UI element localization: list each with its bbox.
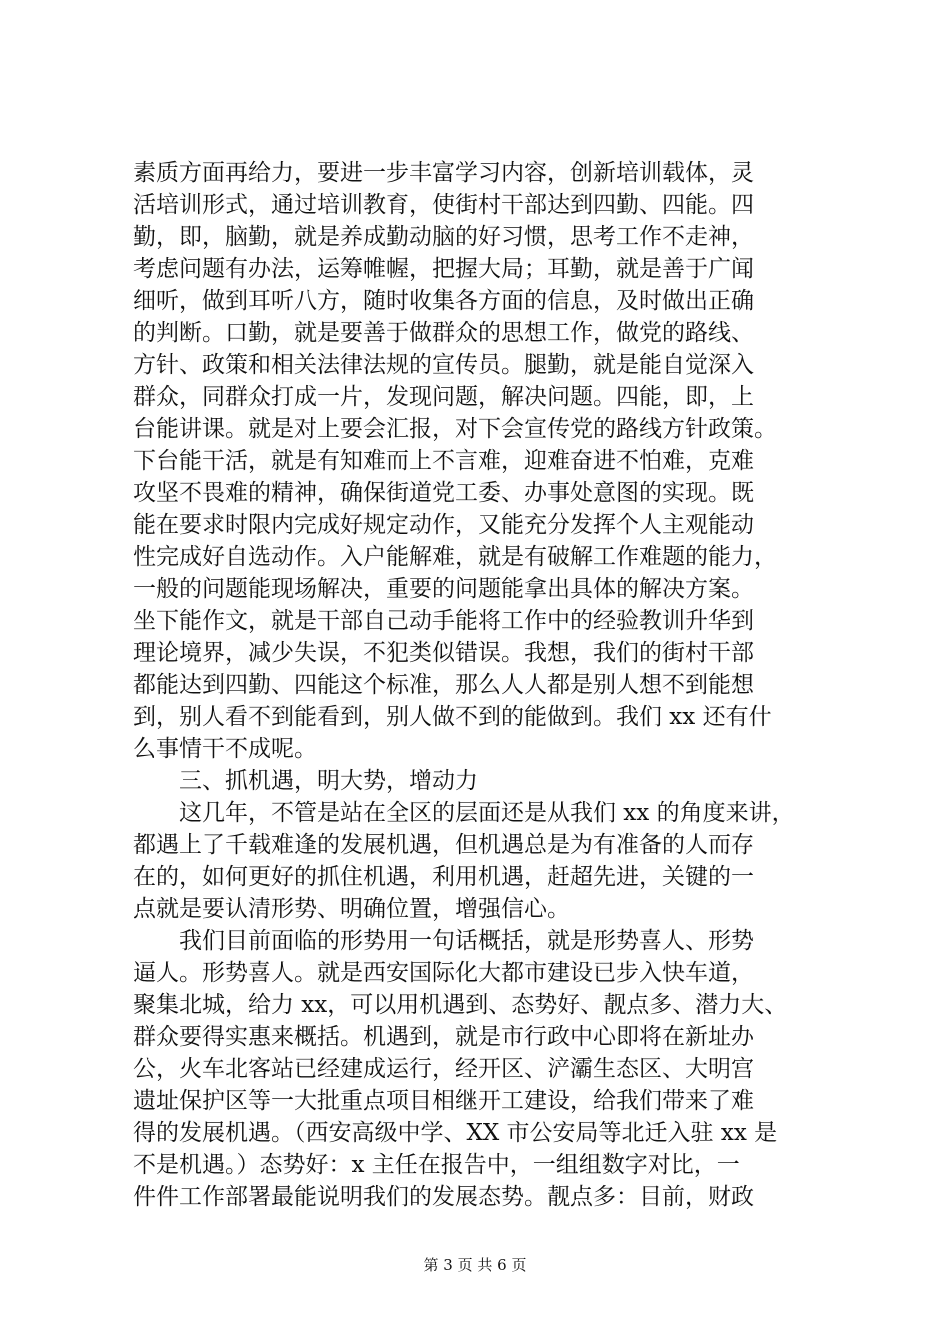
text-line: 在的，如何更好的抓住机遇，利用机遇，赶超先进，关键的一 (133, 864, 754, 890)
text-line: 台能讲课。就是对上要会汇报，对下会宣传党的路线方针政策。 (133, 416, 777, 442)
text-line: 都遇上了千载难逢的发展机遇，但机遇总是为有准备的人而存 (133, 832, 754, 858)
text-line: 我们目前面临的形势用一句话概括，就是形势喜人、形势 (179, 928, 754, 954)
text-line: 方针、政策和相关法律法规的宣传员。腿勤，就是能自觉深入 (133, 352, 754, 378)
text-line: 素质方面再给力，要进一步丰富学习内容，创新培训载体，灵 (133, 160, 754, 186)
page-footer: 第 3 页 共 6 页 (423, 1256, 527, 1274)
text-line: 坐下能作文，就是干部自己动手能将工作中的经验教训升华到 (133, 608, 754, 634)
text-line: 群众要得实惠来概括。机遇到，就是市行政中心即将在新址办 (133, 1024, 754, 1050)
text-line: 一般的问题能现场解决，重要的问题能拿出具体的解决方案。 (133, 576, 754, 602)
text-line: 这几年，不管是站在全区的层面还是从我们 xx 的角度来讲， (179, 800, 795, 826)
text-line: 群众，同群众打成一片，发现问题，解决问题。四能，即，上 (133, 384, 754, 410)
text-line: 细听，做到耳听八方，随时收集各方面的信息，及时做出正确 (133, 288, 754, 314)
text-line: 攻坚不畏难的精神，确保街道党工委、办事处意图的实现。既 (133, 480, 754, 506)
text-line: 公，火车北客站已经建成运行，经开区、浐灞生态区、大明宫 (133, 1056, 754, 1082)
text-line: 点就是要认清形势、明确位置，增强信心。 (133, 896, 570, 922)
body-text (133, 157, 853, 1213)
text-line: 得的发展机遇。（西安高级中学、XX 市公安局等北迁入驻 xx 是 (133, 1120, 778, 1146)
text-line: 到，别人看不到能看到，别人做不到的能做到。我们 xx 还有什 (133, 704, 772, 730)
text-line: 下台能干活，就是有知难而上不言难，迎难奋进不怕难，克难 (133, 448, 754, 474)
text-line: 考虑问题有办法，运筹帷幄，把握大局；耳勤，就是善于广闻 (133, 256, 754, 282)
text-line: 件件工作部署最能说明我们的发展态势。靓点多：目前，财政 (133, 1184, 754, 1210)
text-line: 的判断。口勤，就是要善于做群众的思想工作，做党的路线、 (133, 320, 754, 346)
text-line: 聚集北城，给力 xx，可以用机遇到、态势好、靓点多、潜力大、 (133, 992, 788, 1018)
text-line: 都能达到四勤、四能这个标准，那么人人都是别人想不到能想 (133, 672, 754, 698)
text-line: 活培训形式，通过培训教育，使街村干部达到四勤、四能。四 (133, 192, 754, 218)
text-line: 不是机遇。）态势好：x 主任在报告中，一组组数字对比，一 (133, 1152, 740, 1178)
text-line: 逼人。形势喜人。就是西安国际化大都市建设已步入快车道， (133, 960, 754, 986)
text-line: 能在要求时限内完成好规定动作，又能充分发挥个人主观能动 (133, 512, 754, 538)
text-line: 三、抓机遇，明大势，增动力 (179, 768, 478, 794)
text-line: 遗址保护区等一大批重点项目相继开工建设，给我们带来了难 (133, 1088, 754, 1114)
text-line: 理论境界，减少失误，不犯类似错误。我想，我们的街村干部 (133, 640, 754, 666)
text-line: 勤，即，脑勤，就是养成勤动脑的好习惯，思考工作不走神， (133, 224, 754, 250)
text-line: 么事情干不成呢。 (133, 736, 317, 762)
text-line: 性完成好自选动作。入户能解难，就是有破解工作难题的能力， (133, 544, 777, 570)
